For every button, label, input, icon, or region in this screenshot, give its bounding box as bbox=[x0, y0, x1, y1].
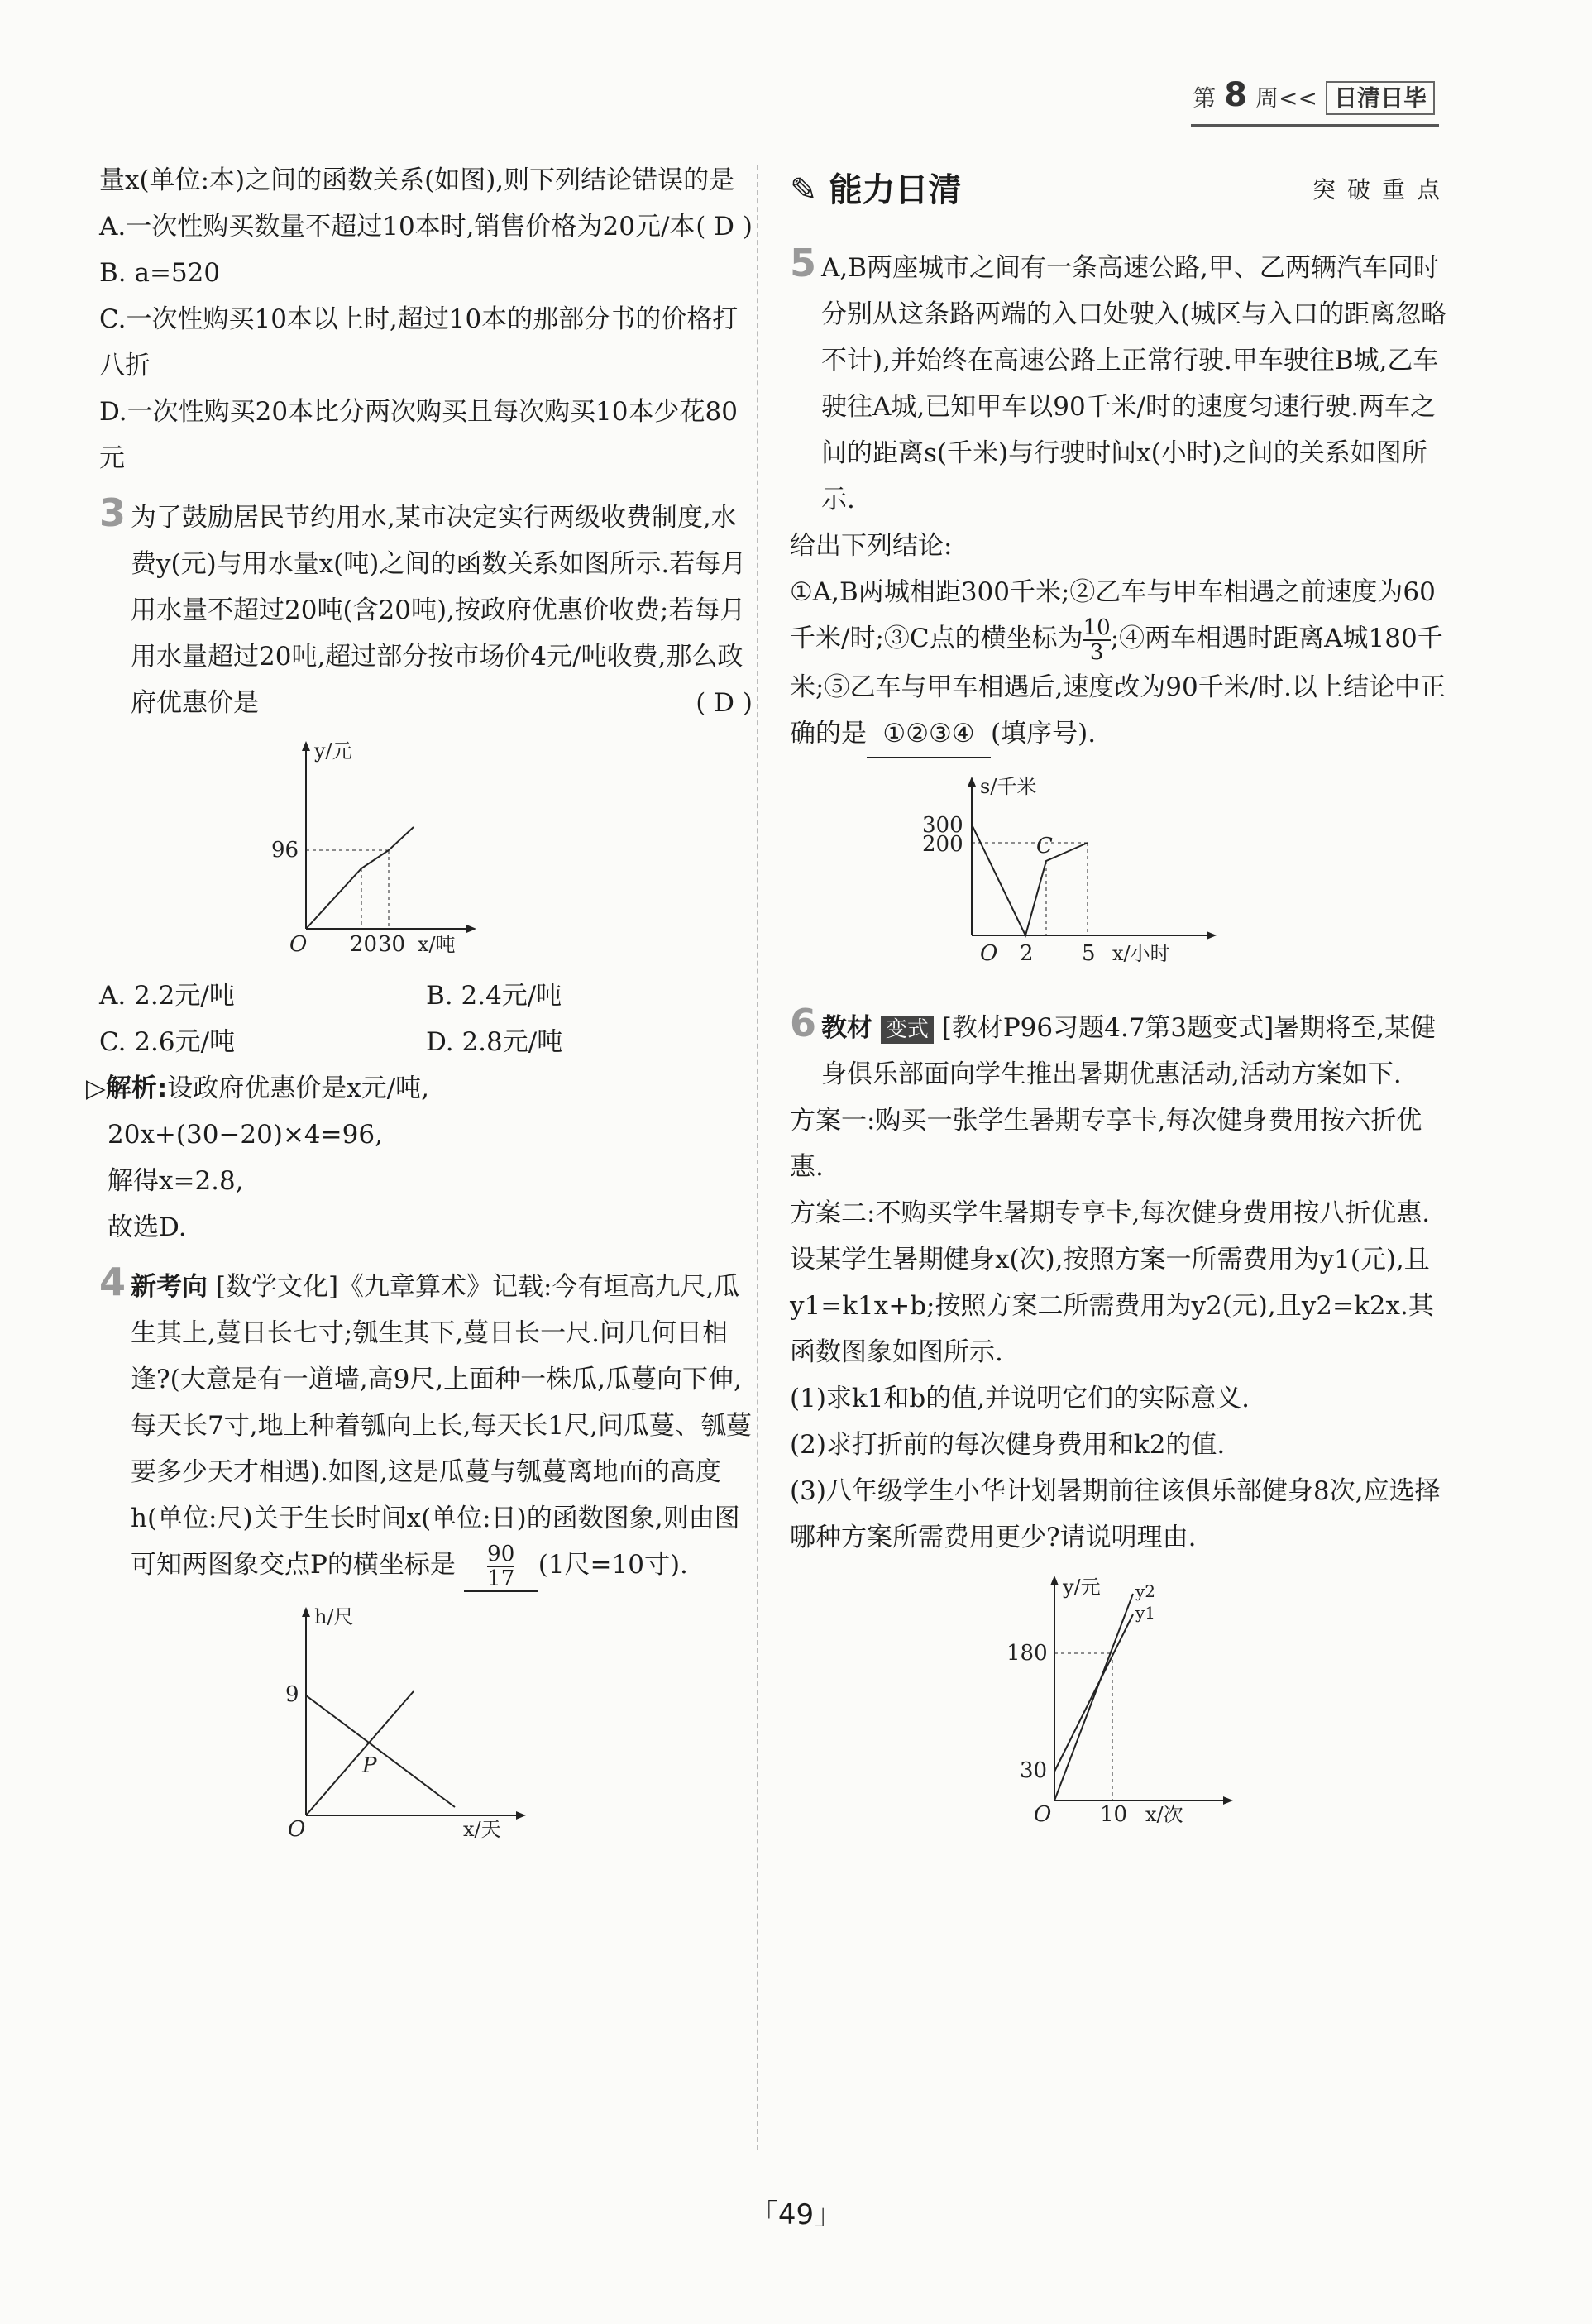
q5-ylabel: s/千米 bbox=[980, 774, 1037, 798]
q6-plan1: 方案一:购买一张学生暑期专享卡,每次健身费用按六折优惠. bbox=[790, 1105, 1422, 1182]
q2-option-d: D.一次性购买20本比分两次购买且每次购买10本少花80元 bbox=[99, 397, 738, 473]
q3-solution-line4: 故选D. bbox=[108, 1212, 187, 1242]
column-divider bbox=[757, 165, 758, 2150]
q3-origin: O bbox=[289, 932, 308, 957]
q4-graph bbox=[248, 1600, 579, 1848]
q4-tag: 新考向 bbox=[131, 1272, 208, 1302]
page-header bbox=[1193, 76, 1435, 114]
q2-option-c: C.一次性购买10本以上时,超过10本的那部分书的价格打八折 bbox=[99, 304, 739, 380]
q5-answer: ①②③④ bbox=[867, 710, 991, 758]
q5-stem: 5 A,B两座城市之间有一条高速公路,甲、乙两辆汽车同时分别从这条路两端的入口处驶入(城区与入口的距离忽略不计),并始终在高速公路上正常行驶.甲车驶往B城,乙车驶往A城,已知甲车以90千米/时的速度匀速行驶.两车之间的距离s(千米)与行驶时间x(小时)之间的关系如图所示. bbox=[790, 241, 1447, 514]
left-column bbox=[86, 157, 753, 1863]
q3-tick-30: 30 bbox=[378, 932, 406, 957]
q4-origin: O bbox=[288, 1816, 306, 1842]
q5-tick-300: 300 bbox=[922, 812, 963, 838]
q4-number: 4 bbox=[99, 1260, 127, 1304]
q3-solution-key: ▷解析:设政府优惠价是x元/吨, bbox=[86, 1074, 430, 1103]
q3-tick-96: 96 bbox=[271, 838, 299, 863]
q6-xlabel: x/次 bbox=[1145, 1802, 1183, 1826]
q5-tick-2: 2 bbox=[1020, 940, 1034, 966]
q6-body: 设某学生暑期健身x(次),按照方案一所需费用为y1(元),且y1=k1x+b;按照方案二所需费用为y2(元),且y2=k2x.其函数图象如图所示. bbox=[790, 1244, 1434, 1367]
q3-graph bbox=[232, 734, 496, 958]
q6-line-y2: y2 bbox=[1135, 1580, 1156, 1601]
q6-sub1: (1)求k1和b的值,并说明它们的实际意义. bbox=[790, 1383, 1250, 1413]
q6-graph bbox=[980, 1569, 1311, 1834]
q5-number: 5 bbox=[790, 241, 817, 285]
right-column bbox=[790, 157, 1451, 1848]
q2-answer: ( D ) bbox=[696, 212, 753, 241]
q4-xlabel: x/天 bbox=[463, 1817, 501, 1841]
q5-tick-200: 200 bbox=[922, 831, 963, 857]
header-rule bbox=[1191, 124, 1439, 127]
q4-answer: $\frac{90}{17}$ bbox=[464, 1542, 538, 1592]
q3-ylabel: y/元 bbox=[314, 739, 352, 763]
q3-options-row1 bbox=[99, 973, 753, 1019]
q4-point-p: P bbox=[362, 1753, 377, 1778]
q6-sub2: (2)求打折前的每次健身费用和k2的值. bbox=[790, 1429, 1226, 1460]
q6-tick-30: 30 bbox=[1020, 1757, 1048, 1783]
section-banner bbox=[790, 157, 1451, 223]
q5-origin: O bbox=[980, 940, 998, 966]
q6-line-y1: y1 bbox=[1135, 1602, 1156, 1623]
q3-number: 3 bbox=[99, 490, 127, 535]
q6-tag2: 变式 bbox=[881, 1016, 934, 1044]
q3-solution-line2: 20x+(30−20)×4=96, bbox=[108, 1120, 383, 1150]
q3-option-c: C. 2.6元/吨 bbox=[99, 1027, 236, 1057]
q6-origin: O bbox=[1034, 1801, 1052, 1827]
q2-option-a: A.一次性购买数量不超过10本时,销售价格为20元/本 bbox=[99, 212, 696, 241]
header-prefix: 第 bbox=[1193, 84, 1217, 112]
q5-fraction: $\frac{10}{3}$ bbox=[1083, 614, 1111, 665]
section-title: ✎ 能力日清 bbox=[790, 171, 962, 209]
q3-option-b: B. 2.4元/吨 bbox=[426, 981, 562, 1011]
q6-sub3: (3)八年级学生小华计划暑期前往该俱乐部健身8次,应选择哪种方案所需费用更少?请说明理由. bbox=[790, 1475, 1441, 1552]
q5-xlabel: x/小时 bbox=[1112, 941, 1170, 965]
q5-conclusions: ①A,B两城相距300千米;②乙车与甲车相遇之前速度为60千米/时;③C点的横坐标为 $\frac{10}{3}$ ;④两车相遇时距离A城180千米;⑤乙车与甲车相遇后,速度改为90千米/时.以上结论中正确的是 ①②③④ (填序号). bbox=[790, 569, 1451, 758]
q6-ylabel: y/元 bbox=[1063, 1575, 1101, 1599]
q3-xlabel: x/吨 bbox=[418, 933, 456, 956]
q6-number: 6 bbox=[790, 1000, 817, 1045]
q6-tick-10: 10 bbox=[1100, 1801, 1128, 1827]
q5-tick-5: 5 bbox=[1082, 940, 1096, 966]
q3-answer: ( D ) bbox=[696, 688, 753, 718]
q3-solution-line3: 解得x=2.8, bbox=[108, 1166, 244, 1196]
q6-tick-180: 180 bbox=[1006, 1640, 1048, 1666]
q2-tail: 量x(单位:本)之间的函数关系(如图),则下列结论错误的是 ( D ) bbox=[99, 157, 753, 203]
q6-stem: 6 教材 变式 [教材P96习题4.7第3题变式]暑期将至,某健身俱乐部面向学生推出暑期优惠活动,活动方案如下. bbox=[790, 1000, 1437, 1089]
q3-solution-line1: 设政府优惠价是x元/吨, bbox=[167, 1074, 430, 1103]
header-week: 8 bbox=[1224, 76, 1248, 114]
q5-graph bbox=[914, 770, 1261, 977]
q4-ylabel: h/尺 bbox=[314, 1604, 354, 1628]
q3-option-d: D. 2.8元/吨 bbox=[426, 1027, 563, 1057]
q4-tick-9: 9 bbox=[285, 1681, 299, 1707]
q3-option-a: A. 2.2元/吨 bbox=[99, 981, 235, 1011]
q3-options-row2 bbox=[99, 1019, 753, 1065]
q2-option-b: B. a=520 bbox=[99, 258, 221, 288]
header-suffix: 周<< bbox=[1255, 84, 1317, 112]
q3-tick-20: 20 bbox=[350, 932, 378, 957]
q3-stem: 3 为了鼓励居民节约用水,某市决定实行两级收费制度,水费y(元)与用水量x(吨)之间的函数关系如图所示.若每月用水量不超过20吨(含20吨),按政府优惠价收费;若每月用水量超过20吨,超过部分按市场价4元/吨收费,那么政府优惠价是 ( D ) bbox=[99, 490, 753, 726]
section-subtitle: 突破重点 bbox=[1312, 176, 1451, 203]
q5-given: 给出下列结论: bbox=[790, 531, 953, 561]
header-series: 日清日毕 bbox=[1326, 81, 1435, 115]
page-number: 「49」 bbox=[749, 2198, 843, 2231]
q4-stem: 4 新考向 [数学文化]《九章算术》记载:今有垣高九尺,瓜生其上,蔓日长七寸;瓠生其下,蔓日长一尺.问几何日相逢?(大意是有一道墙,高9尺,上面种一株瓜,瓜蔓向下伸,每天长7寸,地上种着瓠向上长,每天长1尺,问瓜蔓、瓠蔓要多少天才相遇).如图,这是瓜蔓与瓠蔓离地面的高度h(单位:尺)关于生长时间x(单位:日)的函数图象,则由图可知两图象交点P的横坐标是 $\frac{90}{17}$ (1尺=10寸). bbox=[99, 1260, 753, 1591]
q6-tag1: 教材 bbox=[821, 1012, 872, 1043]
q5-point-c: C bbox=[1036, 833, 1053, 858]
q6-plan2: 方案二:不购买学生暑期专享卡,每次健身费用按八折优惠. bbox=[790, 1198, 1431, 1228]
